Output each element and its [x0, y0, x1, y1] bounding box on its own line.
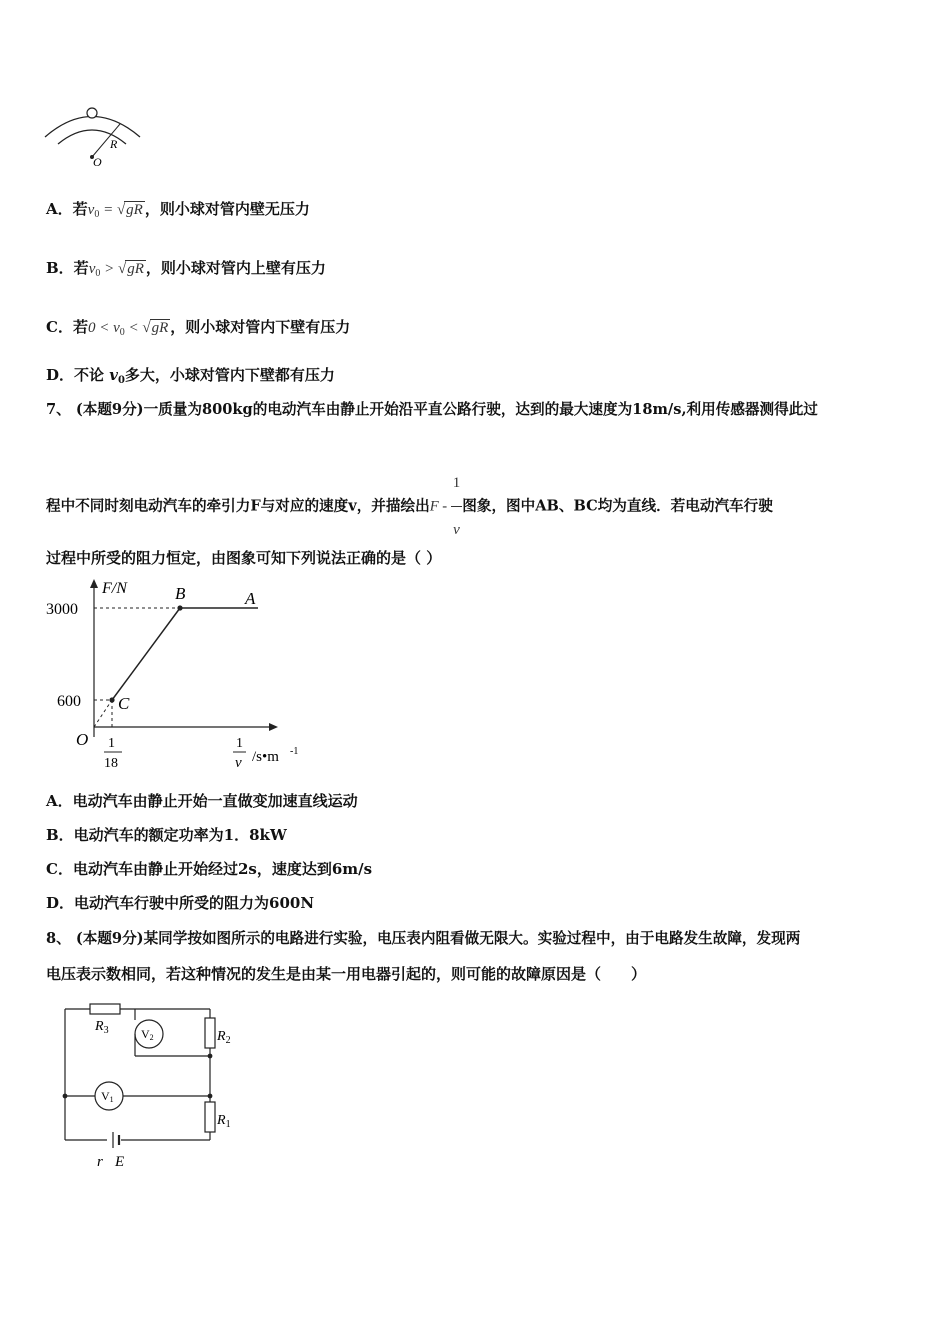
resistor-r2 [205, 1018, 215, 1048]
junction [63, 1094, 68, 1099]
label-r1: $R_1$ [217, 1113, 231, 1130]
segment-bc [112, 608, 180, 700]
q7-stem-line1: 7、 (本题9分)一质量为800kg的电动汽车由静止开始沿平直公路行驶，达到的最大速度为18m/s,利用传感器测得此过 [46, 401, 818, 418]
point-c-dot [109, 697, 114, 702]
q8-stem-line1: 8、 (本题9分)某同学按如图所示的电路进行实验，电压表内阻看做无限大。实验过程中，由于电路发生故障，发现两 [46, 930, 801, 947]
point-b-dot [177, 605, 182, 610]
tick-600: 600 [57, 693, 81, 710]
label-emf: E [115, 1154, 125, 1170]
resistor-r1 [205, 1102, 215, 1132]
guide-origin-c [94, 700, 112, 727]
label-O: O [93, 155, 102, 169]
resistor-r3 [90, 1004, 120, 1014]
x-unit-exp: -1 [290, 746, 299, 757]
q7-option-b: B．电动汽车的额定功率为1．8kW [46, 826, 287, 844]
circuit-diagram [55, 998, 255, 1178]
point-c-label: C [118, 694, 130, 713]
x-label-num: 1 [236, 736, 243, 751]
tube-outer-arc [45, 117, 140, 138]
q7-stem-line3: 过程中所受的阻力恒定，由图象可知下列说法正确的是（ ） [46, 549, 442, 567]
q7-stem-line2: 程中不同时刻电动汽车的牵引力F与对应的速度v，并描绘出F - $\frac{1}{v}$ 图象，图中AB、BC均为直线．若电动汽车行驶 [46, 460, 773, 553]
label-r3: $R_3$ [95, 1019, 109, 1036]
point-a-label: A [245, 589, 256, 608]
junction [208, 1054, 213, 1059]
label-R: R [110, 137, 118, 151]
ball [87, 108, 97, 118]
q8-stem-line2: 电压表示数相同，若这种情况的发生是由某一用电器引起的，则可能的故障原因是（ ） [46, 965, 647, 983]
frac-F: F - [429, 498, 451, 515]
label-v1: V1 [101, 1089, 114, 1104]
x-tick-num: 1 [108, 736, 115, 751]
origin-label: O [76, 730, 89, 749]
label-r-internal: r [97, 1154, 103, 1170]
tube-figure [40, 100, 150, 170]
x-unit: /s•m [252, 749, 279, 765]
fraction: $\frac{1}{v}$ [451, 460, 463, 553]
f-v-graph [40, 575, 315, 775]
junction [208, 1094, 213, 1099]
x-label-den: v [235, 755, 242, 771]
point-b-label: B [175, 584, 186, 603]
q6-option-c: C．若$0 < v_0 < √gR$ ，则小球对管内下壁有压力 [46, 318, 351, 338]
math-expr: $v_0 > √gR$ [88, 261, 144, 279]
y-axis-arrow [90, 579, 98, 588]
x-axis-arrow [269, 723, 278, 731]
q6-option-d: D．不论 $v_0$多大，小球对管内下壁都有压力 [46, 366, 335, 386]
q7-option-c: C．电动汽车由静止开始经过2s，速度达到6m/s [46, 860, 373, 878]
y-axis-label: F/N [102, 580, 127, 597]
math-expr: $0 < v_0 < √gR$ [87, 320, 169, 338]
q7-option-d: D．电动汽车行驶中所受的阻力为600N [46, 894, 315, 912]
math-expr: $v_0 = √gR$ [87, 202, 143, 220]
q6-option-b: B．若$v_0 > √gR$ ，则小球对管内上壁有压力 [46, 259, 326, 279]
label-v2: V2 [141, 1027, 154, 1042]
x-tick-den: 18 [104, 756, 118, 771]
label-r2: $R_2$ [217, 1029, 231, 1046]
tick-3000: 3000 [46, 601, 78, 618]
q6-option-a: A．若$v_0 = √gR$ ，则小球对管内壁无压力 [46, 200, 310, 220]
q7-option-a: A．电动汽车由静止开始一直做变加速直线运动 [46, 792, 358, 810]
